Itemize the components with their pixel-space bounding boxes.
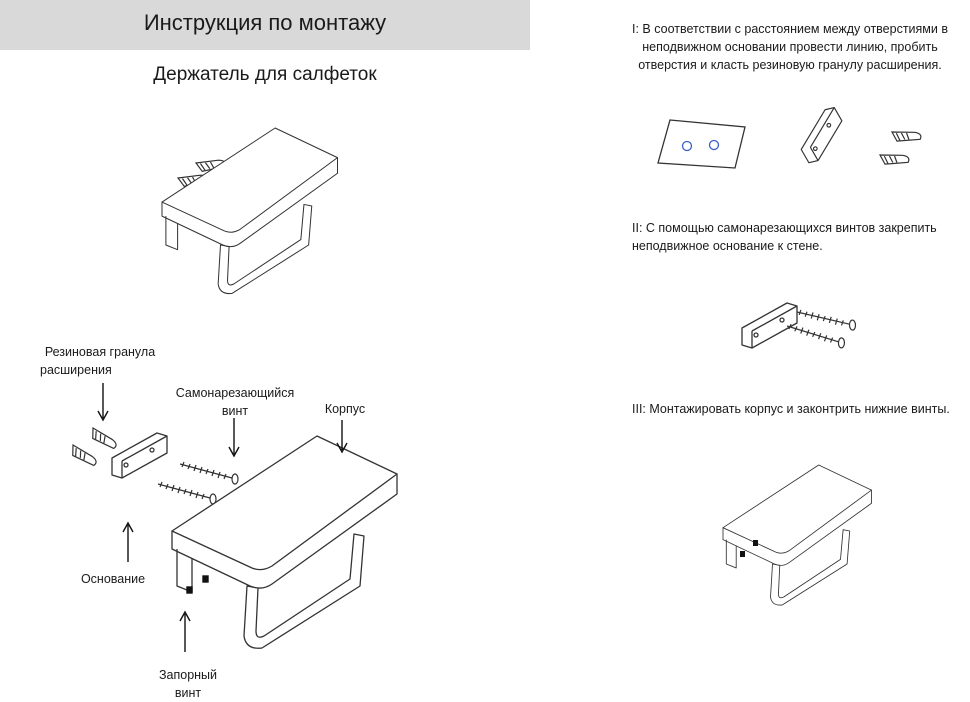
label-line: Самонарезающийся [175, 386, 295, 400]
step-line: неподвижное основание к стене. [632, 239, 823, 253]
step-1-text [610, 20, 970, 74]
label-line: расширения [40, 363, 112, 377]
label-base: Основание [80, 572, 146, 586]
step3-illustration [723, 465, 872, 605]
label-screw [160, 384, 310, 420]
label-line: Резиновая гранула [44, 345, 156, 359]
label-rubber-plug [30, 343, 170, 379]
exploded-view [69, 383, 397, 652]
step-3-text [632, 400, 970, 418]
step-line: неподвижном основании провести линию, пробить [642, 40, 938, 54]
label-lock-screw [148, 666, 228, 702]
label-body: Корпус [324, 402, 366, 416]
label-line: Запорный [158, 668, 218, 682]
step-line: III: Монтажировать корпус и законтрить нижние винты. [632, 402, 950, 416]
product-illustration-top [162, 128, 338, 294]
step-line: I: В соответствии с расстоянием между отверстиями в [632, 22, 948, 36]
label-line: винт [174, 686, 202, 700]
step-line: II: С помощью самонарезающихся винтов закрепить [632, 221, 937, 235]
step-2-text [632, 219, 970, 255]
step-line: отверстия и класть резиновую гранулу расширения. [638, 58, 942, 72]
step1-illustration [658, 105, 921, 168]
label-line: винт [221, 404, 249, 418]
step2-illustration [742, 303, 856, 348]
page-subtitle: Держатель для салфеток [153, 64, 377, 85]
page-title: Инструкция по монтажу [143, 10, 387, 35]
